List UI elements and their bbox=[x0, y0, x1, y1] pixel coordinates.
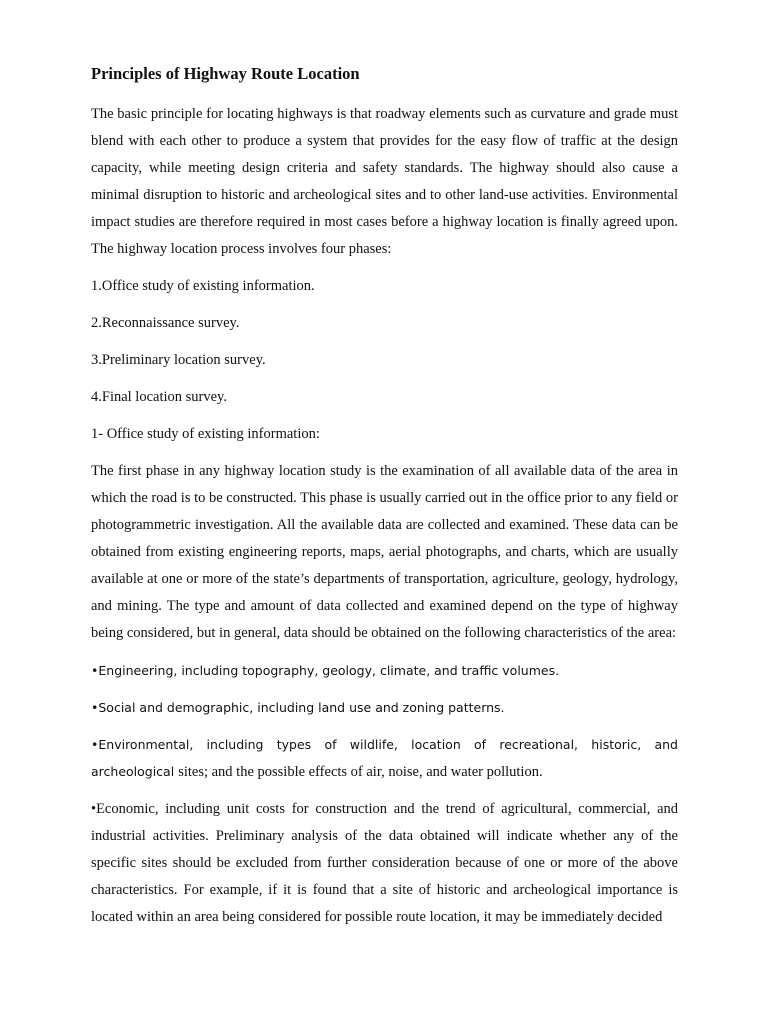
bullet-engineering: •Engineering, including topography, geology, climate, and traffic volumes. bbox=[91, 663, 560, 678]
phase-item-1: 1.Office study of existing information. bbox=[91, 278, 315, 294]
bullet-environmental-line2: sites; and the possible effects of air, noise, and water pollution. bbox=[178, 764, 543, 780]
document-title: Principles of Highway Route Location bbox=[91, 64, 360, 83]
phase-item-3: 3.Preliminary location survey. bbox=[91, 352, 266, 368]
bullet-economic: •Economic, including unit costs for construction and the trend of agricultural, commercial, and industrial activities. Preliminary analysis of the data obtained will indicate whether any of the specific sites should be excluded from further consideration because of one or more of the above characteristics. For example, if it is found that a site of historic and archeological importance is located within an area being considered for possible route location, it may be immediately decided bbox=[91, 801, 678, 925]
phase-item-4: 4.Final location survey. bbox=[91, 389, 227, 405]
intro-paragraph: The basic principle for locating highways is that roadway elements such as curvature and grade must blend with each other to produce a system that provides for the easy flow of traffic at the design capacity, while meeting design criteria and safety standards. The highway should also cause a minimal disruption to historic and archeological sites and to other land-use activities. Environmental impact studies are therefore required in most cases before a highway location is finally agreed upon. The highway location process involves four phases: bbox=[91, 106, 678, 257]
bullet-social: •Social and demographic, including land use and zoning patterns. bbox=[91, 700, 505, 715]
bullet-environmental bbox=[91, 731, 678, 786]
document-page bbox=[91, 62, 678, 941]
phase-item-2: 2.Reconnaissance survey. bbox=[91, 315, 240, 331]
section-heading-office-study: 1- Office study of existing information: bbox=[91, 426, 320, 442]
section-body-office-study: The first phase in any highway location study is the examination of all available data of the area in which the road is to be constructed. This phase is usually carried out in the office prior to any field or photogrammetric investigation. All the available data are collected and examined. These data can be obtained from existing engineering reports, maps, aerial photographs, and charts, which are usually available at one or more of the state’s departments of transportation, agriculture, geology, hydrology, and mining. The type and amount of data collected and examined depend on the type of highway being considered, but in general, data should be obtained on the following characteristics of the area: bbox=[91, 463, 678, 641]
bullet-environmental-line1: •Environmental, including types of wildlife, location of recreational, historic, and archeological bbox=[91, 737, 678, 779]
